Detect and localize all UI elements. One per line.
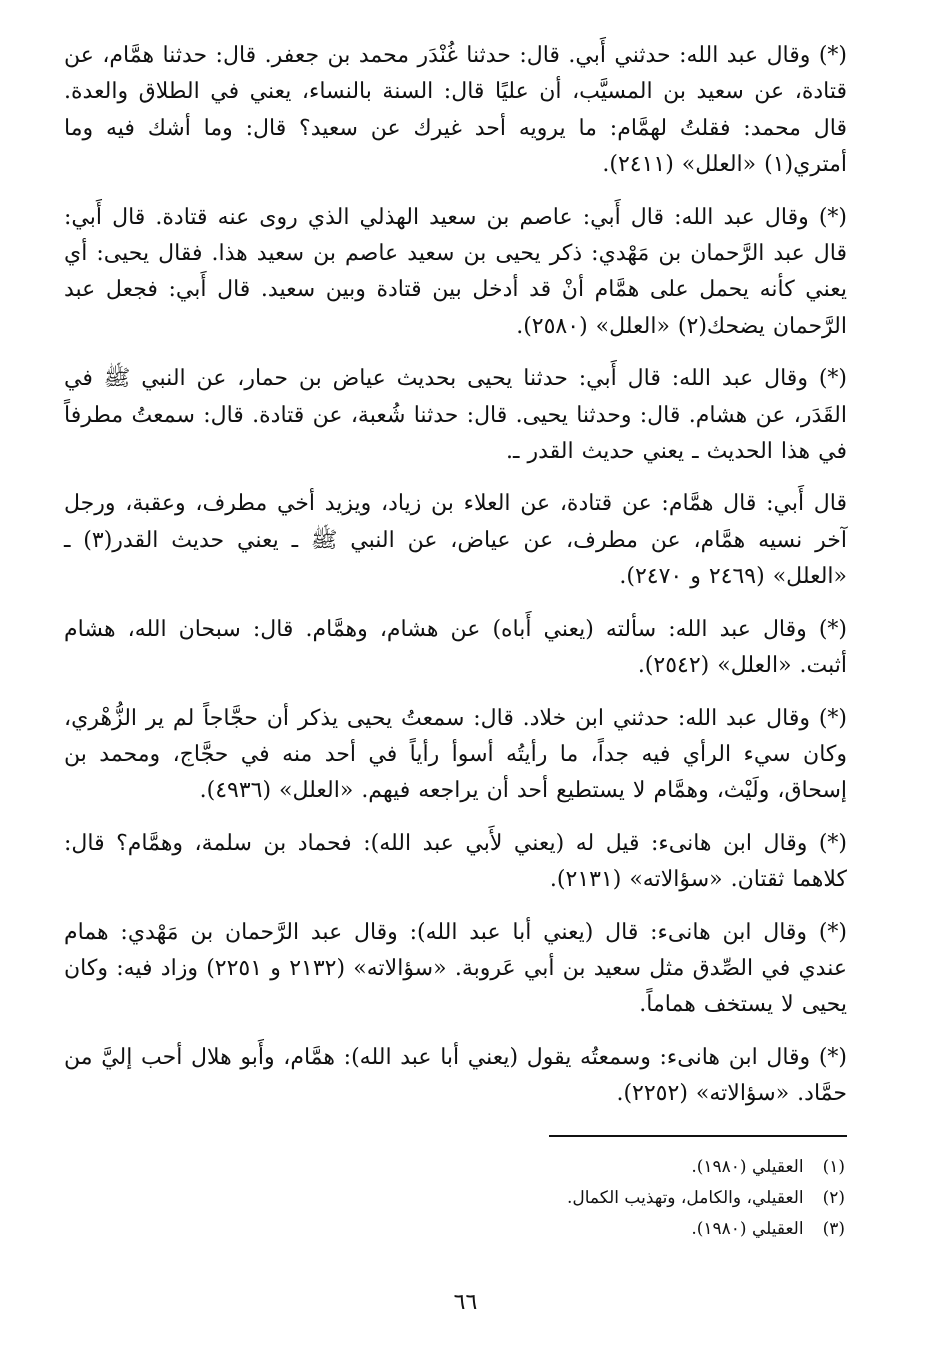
footnote-3 [64, 1214, 845, 1245]
footnote-number: (٣) [822, 1219, 845, 1239]
paragraph-3: (*) وقال عبد الله: قال أَبي: حدثنا يحيى بحديث عياض بن حمار، عن النبي ﷺ في القَدَر، عن هشام. قال: وحدثنا يحيى. قال: حدثنا شُعبة، عن قتادة. قال: سمعتُ مطرفاً في هذا الحديث ـ يعني حديث القدر ـ. [64, 366, 847, 465]
paragraph-8: (*) وقال ابن هانىء: قال (يعني أبا عبد الله): وقال عبد الرَّحمان بن مَهْدي: همام عندي في الصِّدق مثل سعيد بن أبي عَروبة. «سؤالاته» (٢١٣٢ و ٢٢٥١) وزاد فيه: وكان يحيى لا يستخف هماماً. [64, 919, 847, 1018]
footnote-text: العقيلي (١٩٨٠). [691, 1219, 804, 1239]
footnote-text: العقيلي، والكامل، وتهذيب الكمال. [566, 1188, 804, 1208]
paragraph-1: (*) وقال عبد الله: حدثني أَبي. قال: حدثنا غُنْدَر محمد بن جعفر. قال: حدثنا همَّام، عن قتادة، عن سعيد بن المسيَّب، أن عليًا قال: السنة بالنساء، يعني في الطلاق والعدة. قال محمد: فقلتُ لهمَّام: ما يرويه أحد غيرك عن سعيد؟ قال: وما أشك فيه وما أمتري(١) «العلل» (٢٤١١). [64, 43, 847, 178]
paragraph-9: (*) وقال ابن هانىء: وسمعتُه يقول (يعني أبا عبد الله): همَّام، وأَبو هلال أحب إليَّ من حمَّاد. «سؤالاته» (٢٢٥٢). [64, 1044, 847, 1107]
footnotes [64, 1152, 845, 1245]
footnote-divider [549, 1135, 847, 1137]
paragraph-7: (*) وقال ابن هانىء: قيل له (يعني لأَبي عبد الله): فحماد بن سلمة، وهمَّام؟ قال: كلاهما ثقتان. «سؤالاته» (٢١٣١). [64, 830, 847, 893]
footnote-2 [64, 1183, 845, 1214]
paragraph-6: (*) وقال عبد الله: حدثني ابن خلاد. قال: سمعتُ يحيى يذكر أن حجَّاجاً لم ير الزُّهْري، وكان سيء الرأي فيه جداً، ما رأيتُه أسوأ رأياً في أحد منه في حجَّاج، ومحمد بن إسحاق، ولَيْث، وهمَّام لا يستطيع أحد أن يراجعه فيهم. «العلل» (٤٩٣٦). [64, 705, 847, 804]
footnote-text: العقيلي (١٩٨٠). [691, 1157, 804, 1177]
page-number: ٦٦ [453, 1290, 478, 1315]
footnote-number: (١) [822, 1157, 845, 1177]
paragraph-4: قال أَبي: قال همَّام: عن قتادة، عن العلاء بن زياد، ويزيد أخي مطرف، وعقبة، ورجل آخر نسيه همَّام، عن مطرف، عن عياض، عن النبي ﷺ ـ يعني حديث القدر(٣) ـ «العلل» (٢٤٦٩ و ٢٤٧٠). [64, 491, 847, 590]
paragraph-2: (*) وقال عبد الله: قال أَبي: عاصم بن سعيد الهذلي الذي روى عنه قتادة. قال أَبي: قال عبد الرَّحمان بن مَهْدي: ذكر يحيى بن سعيد عاصم بن سعيد هذا. فقال يحيى: أي يعني كأنه يحمل على همَّام أنْ قد أدخل بين قتادة وبين سعيد. قال أَبي: فجعل عبد الرَّحمان يضحك(٢) «العلل» (٢٥٨٠). [64, 204, 847, 339]
footnote-1 [64, 1152, 845, 1183]
paragraph-5: (*) وقال عبد الله: سألته (يعني أَباه) عن هشام، وهمَّام. قال: سبحان الله، هشام أثبت. «العلل» (٢٥٤٢). [64, 616, 847, 679]
footnote-number: (٢) [822, 1188, 845, 1208]
main-text [64, 38, 847, 1113]
